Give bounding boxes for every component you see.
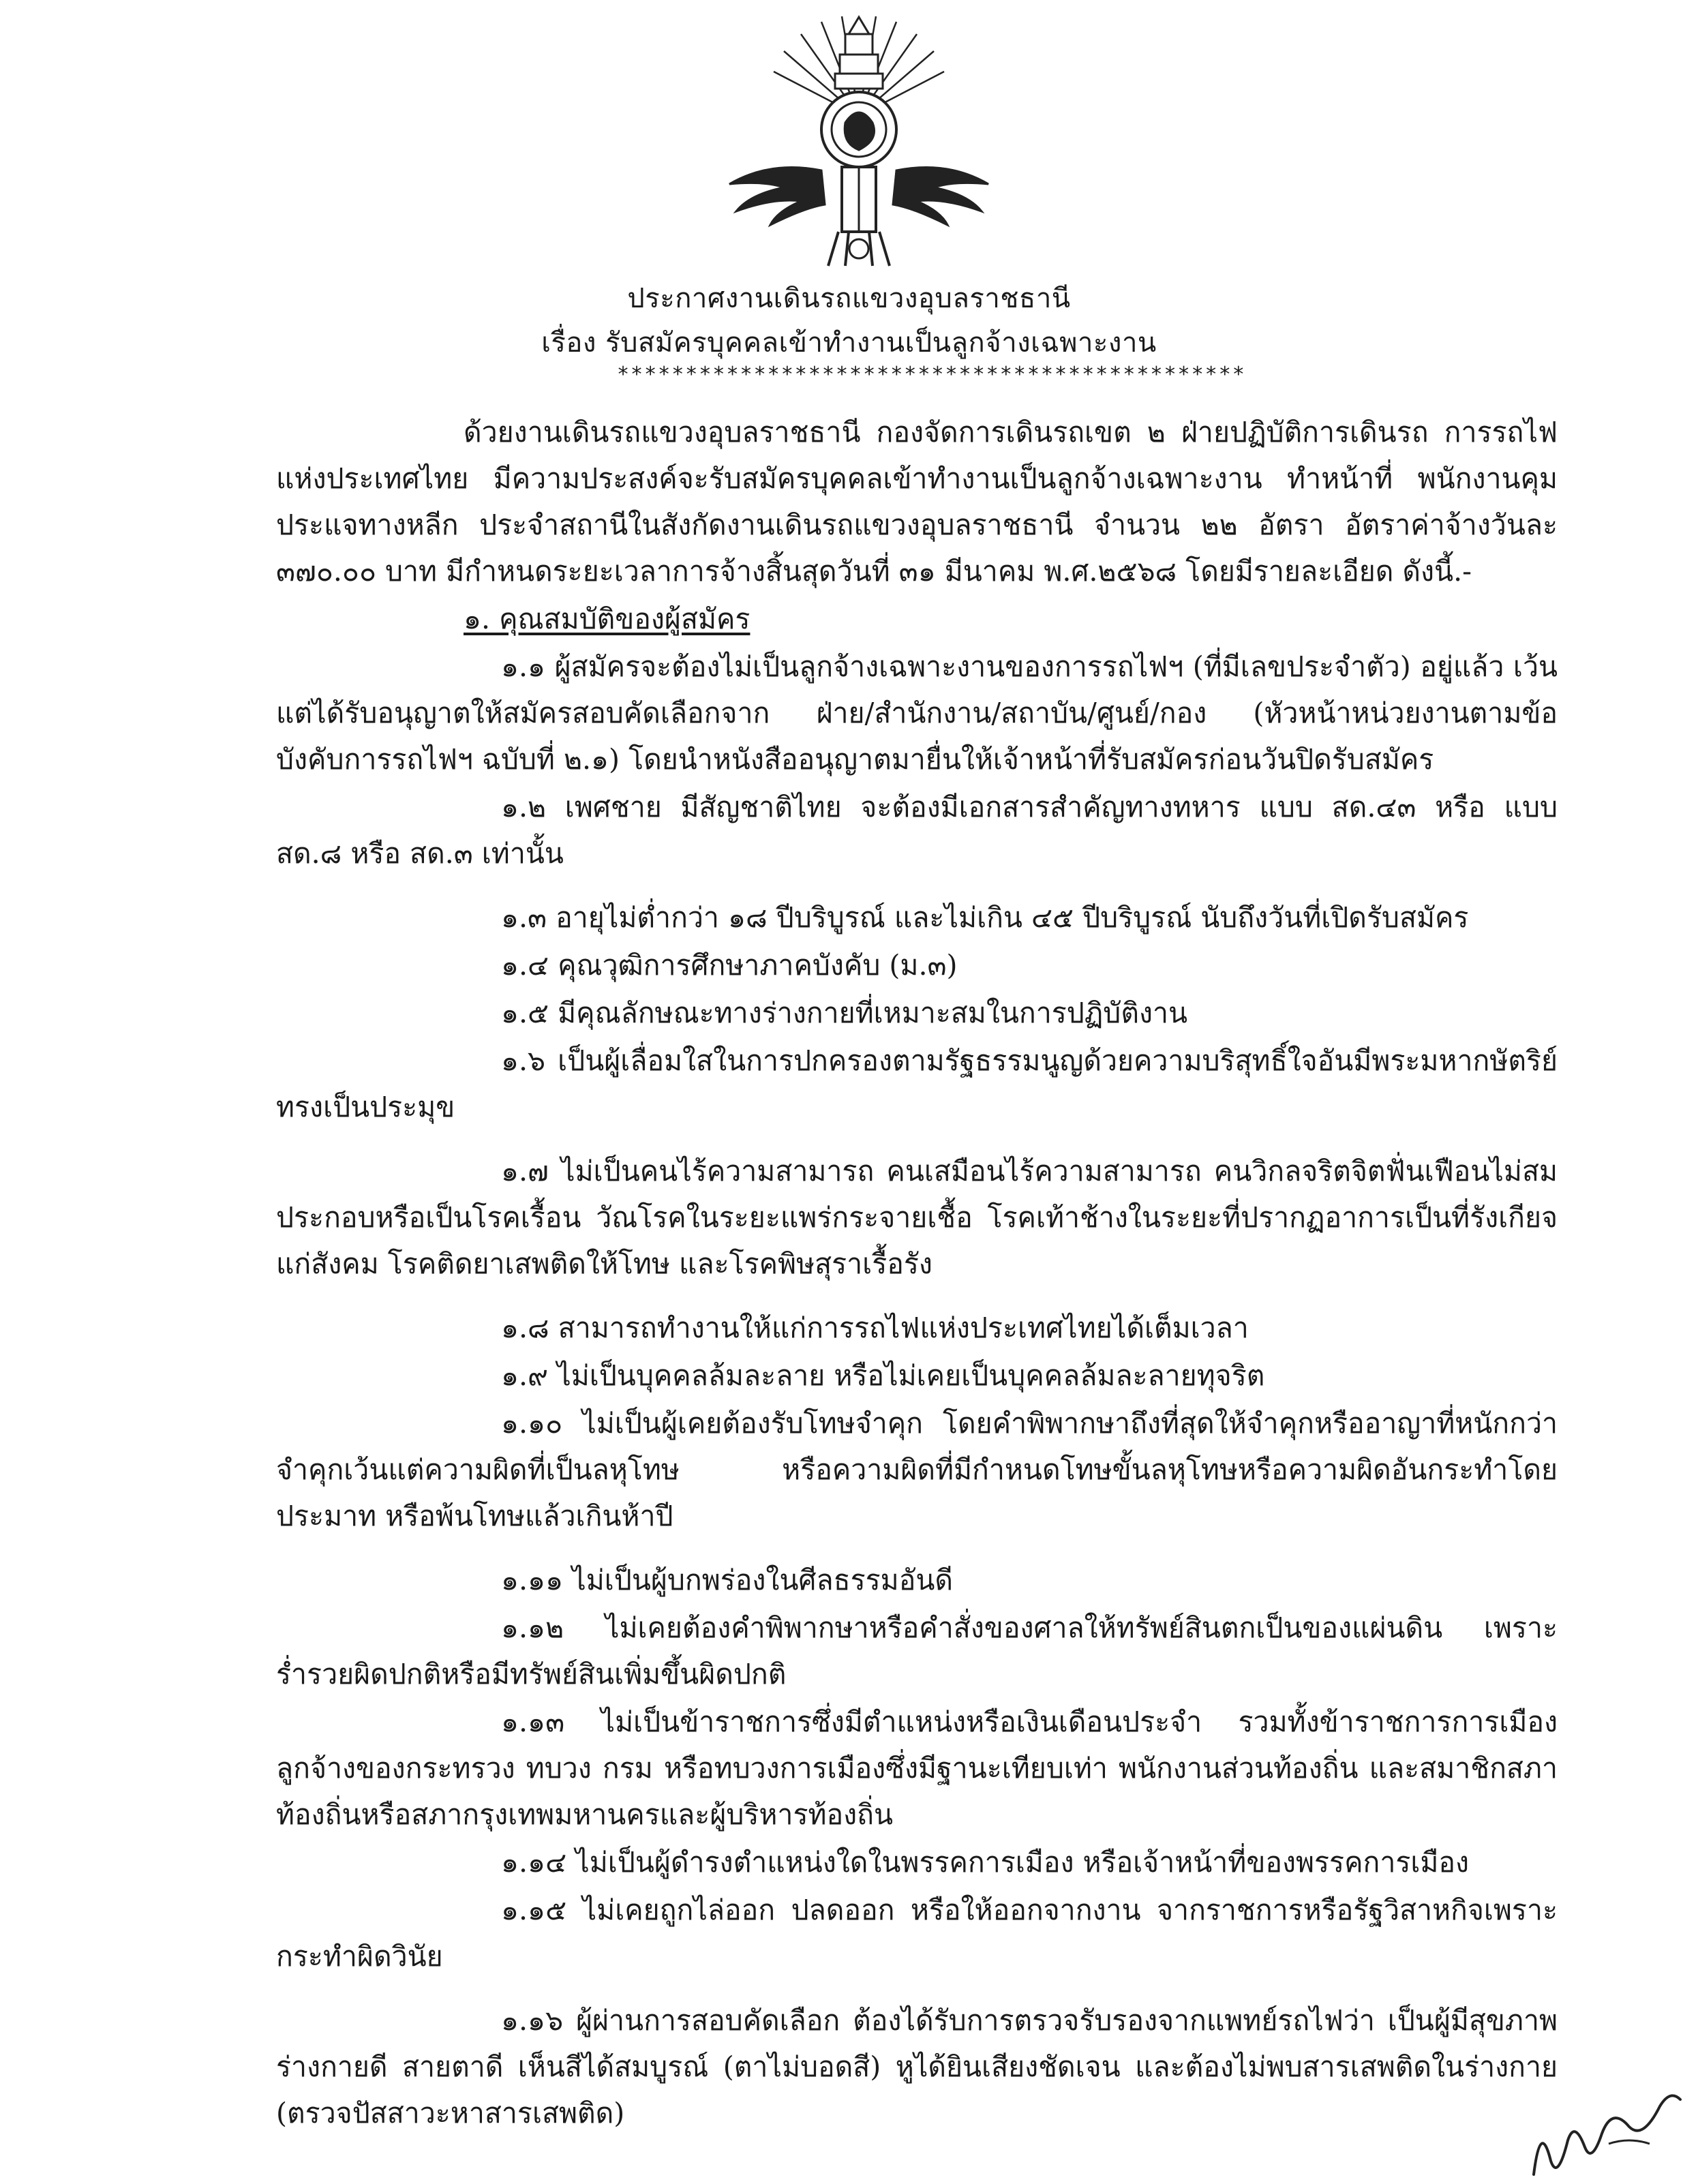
announcement-subject: เรื่อง รับสมัครบุคคลเข้าทำงานเป็นลูกจ้างเฉพาะงาน bbox=[541, 327, 1157, 359]
list-item: ๑.๓ อายุไม่ต่ำกว่า ๑๘ ปีบริบูรณ์ และไม่เกิน ๔๕ ปีบริบูรณ์ นับถึงวันที่เปิดรับสมัคร bbox=[501, 901, 1469, 934]
list-item: ๑.๑๔ ไม่เป็นผู้ดำรงตำแหน่งใดในพรรคการเมือง หรือเจ้าหน้าที่ของพรรคการเมือง bbox=[501, 1846, 1470, 1879]
intro-paragraph: ด้วยงานเดินรถแขวงอุบลราชธานี กองจัดการเดินรถเขต ๒ ฝ่ายปฏิบัติการเดินรถ การรถไฟแห่งประเทศไทย มีความประสงค์จะรับสมัครบุคคลเข้าทำงานเป็นลูกจ้างเฉพาะงาน ทำหน้าที่ พนักงานคุมประแจทางหลีก ประจำสถานีในสังกัดงานเดินรถแขวงอุบลราชธานี จำนวน ๒๒ อัตรา อัตราค่าจ้างวันละ ๓๗๐.๐๐ บาท มีกำหนดระยะเวลาการจ้างสิ้นสุดวันที่ ๓๑ มีนาคม พ.ศ.๒๕๖๘ โดยมีรายละเอียด ดังนี้.- bbox=[276, 416, 1558, 588]
document-body bbox=[276, 409, 1558, 2138]
list-item: ๑.๒ เพศชาย มีสัญชาติไทย จะต้องมีเอกสารสำคัญทางทหาร แบบ สด.๔๓ หรือ แบบ สด.๘ หรือ สด.๓ เท่านั้น bbox=[276, 791, 1558, 870]
list-item: ๑.๕ มีคุณลักษณะทางร่างกายที่เหมาะสมในการปฏิบัติงาน bbox=[501, 997, 1188, 1029]
list-item: ๑.๑๓ ไม่เป็นข้าราชการซึ่งมีตำแหน่งหรือเงินเดือนประจำ รวมทั้งข้าราชการการเมือง ลูกจ้างของกระทรวง ทบวง กรม หรือทบวงการเมืองซึ่งมีฐานะเทียบเท่า พนักงานส่วนท้องถิ่น และสมาชิกสภาท้องถิ่นหรือสภากรุงเทพมหานครและผู้บริหารท้องถิ่น bbox=[276, 1705, 1558, 1831]
list-item: ๑.๖ เป็นผู้เลื่อมใสในการปกครองตามรัฐธรรมนูญด้วยความบริสุทธิ์ใจอันมีพระมหากษัตริย์ทรงเป็นประมุข bbox=[276, 1044, 1558, 1123]
list-item: ๑.๘ สามารถทำงานให้แก่การรถไฟแห่งประเทศไทยได้เต็มเวลา bbox=[501, 1311, 1249, 1344]
srt-emblem-logo bbox=[709, 14, 1009, 279]
handwritten-signature bbox=[1527, 2079, 1684, 2181]
list-item: ๑.๑๕ ไม่เคยถูกไล่ออก ปลดออก หรือให้ออกจากงาน จากราชการหรือรัฐวิสาหกิจเพราะกระทำผิดวินัย bbox=[276, 1894, 1558, 1973]
list-item: ๑.๔ คุณวุฒิการศึกษาภาคบังคับ (ม.๓) bbox=[501, 949, 958, 982]
list-item: ๑.๑๒ ไม่เคยต้องคำพิพากษาหรือคำสั่งของศาลให้ทรัพย์สินตกเป็นของแผ่นดิน เพราะร่ำรวยผิดปกติหรือมีทรัพย์สินเพิ่มขึ้นผิดปกติ bbox=[276, 1611, 1558, 1690]
list-item: ๑.๑๐ ไม่เป็นผู้เคยต้องรับโทษจำคุก โดยคำพิพากษาถึงที่สุดให้จำคุกหรืออาญาที่หนักกว่าจำคุกเว้นแต่ความผิดที่เป็นลหุโทษ หรือความผิดที่มีกำหนดโทษขั้นลหุโทษหรือความผิดอันกระทำโดยประมาท หรือพ้นโทษแล้วเกินห้าปี bbox=[276, 1407, 1558, 1532]
title-separator: ********************************************** bbox=[617, 363, 1246, 386]
announcement-title: ประกาศงานเดินรถแขวงอุบลราชธานี bbox=[627, 283, 1071, 314]
list-item: ๑.๑๑ ไม่เป็นผู้บกพร่องในศีลธรรมอันดี bbox=[501, 1564, 953, 1596]
list-item: ๑.๙ ไม่เป็นบุคคลล้มละลาย หรือไม่เคยเป็นบุคคลล้มละลายทุจริต bbox=[501, 1359, 1265, 1392]
section-1-heading: ๑. คุณสมบัติของผู้สมัคร bbox=[464, 603, 751, 635]
list-item: ๑.๑ ผู้สมัครจะต้องไม่เป็นลูกจ้างเฉพาะงานของการรถไฟฯ (ที่มีเลขประจำตัว) อยู่แล้ว เว้นแต่ได้รับอนุญาตให้สมัครสอบคัดเลือกจาก ฝ่าย/สำนักงาน/สถาบัน/ศูนย์/กอง (หัวหน้าหน่วยงานตามข้อบังคับการรถไฟฯ ฉบับที่ ๒.๑) โดยนำหนังสืออนุญาตมายื่นให้เจ้าหน้าที่รับสมัครก่อนวันปิดรับสมัคร bbox=[276, 650, 1558, 776]
list-item: ๑.๑๖ ผู้ผ่านการสอบคัดเลือก ต้องได้รับการตรวจรับรองจากแพทย์รถไฟว่า เป็นผู้มีสุขภาพร่างกายดี สายตาดี เห็นสีได้สมบูรณ์ (ตาไม่บอดสี) หูได้ยินเสียงชัดเจน และต้องไม่พบสารเสพติดในร่างกาย (ตรวจปัสสาวะหาสารเสพติด) bbox=[276, 2004, 1558, 2129]
list-item: ๑.๗ ไม่เป็นคนไร้ความสามารถ คนเสมือนไร้ความสามารถ คนวิกลจริตจิตฟั่นเฟือนไม่สมประกอบหรือเป็นโรคเรื้อน วัณโรคในระยะแพร่กระจายเชื้อ โรคเท้าช้างในระยะที่ปรากฏอาการเป็นที่รังเกียจแก่สังคม โรคติดยาเสพติดให้โทษ และโรคพิษสุราเรื้อรัง bbox=[276, 1155, 1558, 1280]
